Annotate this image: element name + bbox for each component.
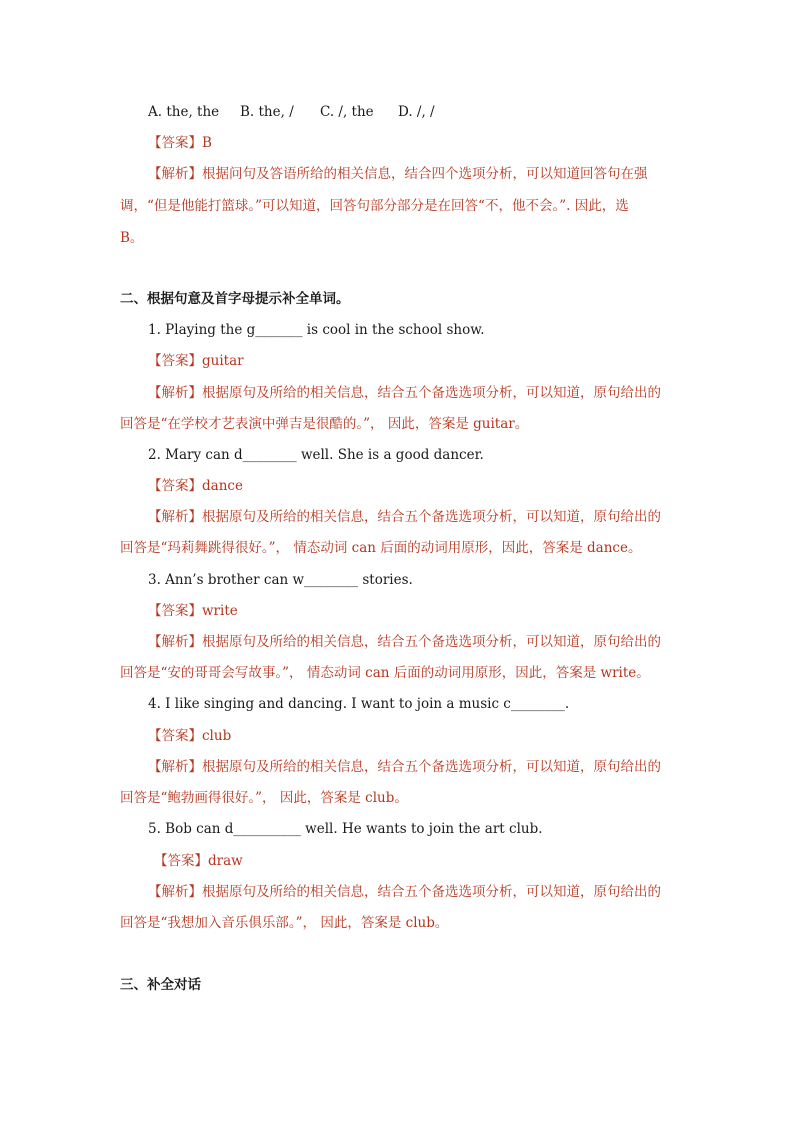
answer-2: 【答案】dance bbox=[148, 478, 243, 494]
analysis-5-line2: 回答是“我想加入音乐俱乐部。”， 因此，答案是 club。 bbox=[120, 915, 449, 931]
section-3-title: 三、补全对话 bbox=[120, 977, 201, 993]
option-b: B. the, / bbox=[240, 104, 294, 120]
section-2-title: 二、根据句意及首字母提示补全单词。 bbox=[120, 291, 350, 307]
analysis-q0-line3: B。 bbox=[120, 230, 144, 246]
analysis-2-line2: 回答是“玛莉舞跳得很好。”， 情态动词 can 后面的动词用原形，因此，答案是 dance。 bbox=[120, 540, 642, 556]
answer-q0: 【答案】B bbox=[148, 135, 212, 151]
question-3: 3. Ann’s brother can w________ stories. bbox=[148, 572, 413, 588]
analysis-q0-line2: 调，“但是他能打篮球。”可以知道，回答句部分部分是在回答“不，他不会。”. 因此，选 bbox=[120, 198, 629, 214]
question-4: 4. I like singing and dancing. I want to join a music c________. bbox=[148, 696, 570, 712]
option-d: D. /, / bbox=[398, 104, 435, 120]
question-2: 2. Mary can d________ well. She is a good dancer. bbox=[148, 447, 484, 463]
analysis-1-line1: 【解析】根据原句及所给的相关信息，结合五个备选选项分析，可以知道，原句给出的 bbox=[148, 385, 661, 401]
answer-3: 【答案】write bbox=[148, 603, 238, 619]
options-row bbox=[148, 102, 708, 122]
analysis-q0-line1: 【解析】根据问句及答语所给的相关信息，结合四个选项分析，可以知道回答句在强 bbox=[148, 166, 648, 182]
analysis-3-line2: 回答是“安的哥哥会写故事。”， 情态动词 can 后面的动词用原形，因此，答案是 write。 bbox=[120, 665, 650, 681]
analysis-2-line1: 【解析】根据原句及所给的相关信息，结合五个备选选项分析，可以知道，原句给出的 bbox=[148, 509, 661, 525]
option-a: A. the, the bbox=[148, 104, 220, 120]
question-1: 1. Playing the g_______ is cool in the school show. bbox=[148, 322, 485, 338]
answer-4: 【答案】club bbox=[148, 728, 232, 744]
answer-1: 【答案】guitar bbox=[148, 353, 244, 369]
analysis-4-line1: 【解析】根据原句及所给的相关信息，结合五个备选选项分析，可以知道，原句给出的 bbox=[148, 759, 661, 775]
analysis-1-line2: 回答是“在学校才艺表演中弹吉是很酷的。”， 因此，答案是 guitar。 bbox=[120, 416, 529, 432]
analysis-5-line1: 【解析】根据原句及所给的相关信息，结合五个备选选项分析，可以知道，原句给出的 bbox=[148, 884, 661, 900]
question-5: 5. Bob can d__________ well. He wants to join the art club. bbox=[148, 821, 543, 837]
option-c: C. /, the bbox=[320, 104, 374, 120]
answer-5: 【答案】draw bbox=[154, 853, 243, 869]
analysis-4-line2: 回答是“鲍勃画得很好。”， 因此，答案是 club。 bbox=[120, 790, 408, 806]
analysis-3-line1: 【解析】根据原句及所给的相关信息，结合五个备选选项分析，可以知道，原句给出的 bbox=[148, 634, 661, 650]
